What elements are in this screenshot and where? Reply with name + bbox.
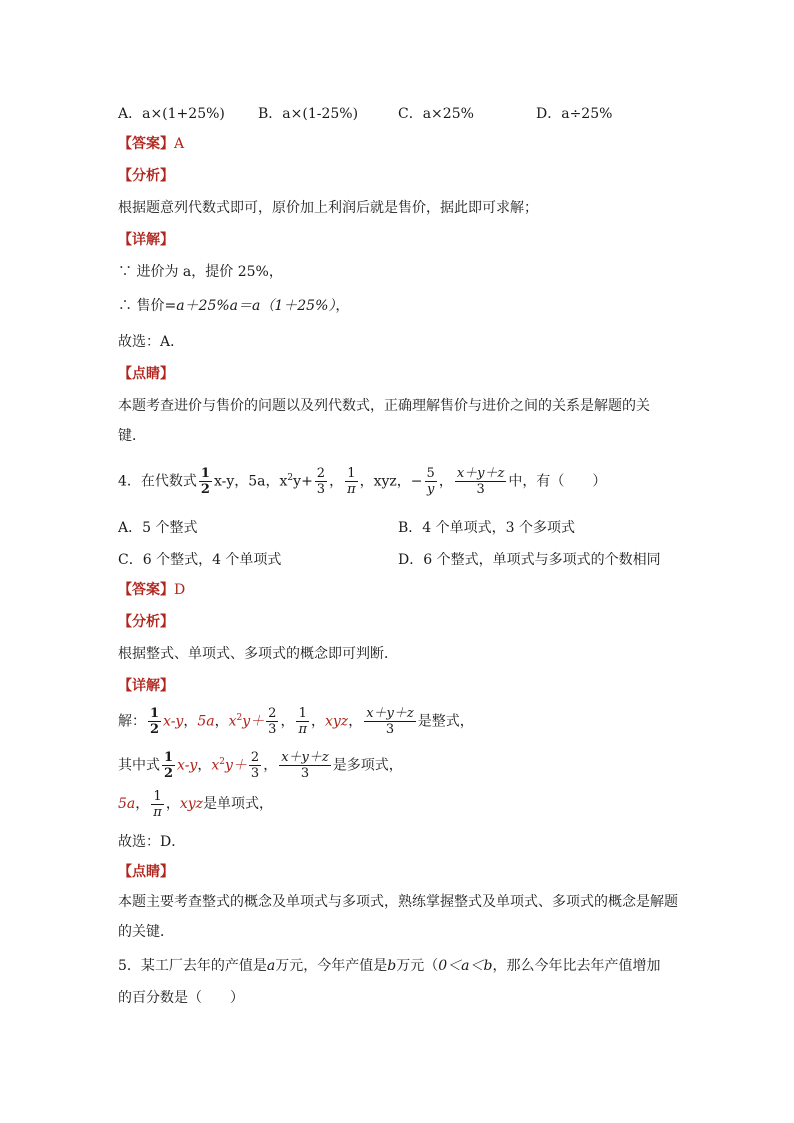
y-denominator: y [427,482,435,498]
q4-analysis-heading: 【分析】 [118,614,174,630]
exponent: 2 [219,757,225,767]
term-xyz: xyz [179,796,203,812]
solution-end: 是单项式， [203,796,273,812]
two-numerator: 2 [316,466,326,482]
exponent: 2 [287,473,294,483]
stem-part: ，那么今年比去年产值增加 [492,958,661,974]
two-numerator: 2 [250,750,260,766]
q4-comment-line1: 本题主要考查整式的概念及单项式与多项式，熟练掌握整式及单项式、多项式的概念是解题 [118,894,678,910]
fraction-sum-over-three [455,466,507,497]
q5-stem-line1 [118,956,660,976]
half-numerator: 1 [164,750,174,766]
answer-heading: 【答案】 [118,136,174,152]
q4-answer [118,580,185,600]
q4-comment-line2: 的关键． [118,924,174,940]
two-numerator: 2 [268,706,277,722]
term-x: x [211,757,220,774]
comma: ， [183,713,198,730]
comma: ， [348,713,363,730]
comma: ， [311,713,325,730]
q4-comment-heading: 【点睛】 [118,864,174,880]
therefore-suffix: ， [335,298,350,314]
q3-therefore [118,296,349,316]
stem-y: y+ [293,473,313,490]
fraction-one-over-pi [296,706,309,737]
fraction-two-thirds [315,466,327,497]
half-denominator: 2 [150,722,160,738]
q3-comment-line1: 本题考查进价与售价的问题以及列代数式，正确理解售价与进价之间的关系是解题的关 [118,398,650,414]
three-denominator: 3 [250,766,260,782]
comma: ， [135,796,150,812]
q3-detail-heading: 【详解】 [118,232,174,248]
q3-comment-line2: 键． [118,428,146,444]
stem-xy: x-y，5a，x [213,473,288,490]
fraction-five-over-y [425,466,437,497]
term-5a: 5a [118,796,136,812]
solution-end: 是多项式， [332,757,403,774]
q4-option-d: D．6 个整式，单项式与多项式的个数相同 [398,552,661,568]
option-a: A．a×(1+25%) [118,106,225,122]
q4-solution-line2 [118,744,403,784]
q4-option-c: C．6 个整式，4 个单项式 [118,552,282,568]
comma: ， [329,473,344,490]
q4-stem [118,460,606,500]
term-5a: 5a [197,713,215,730]
comma: ， [280,713,295,730]
fraction-one-over-pi [345,466,358,497]
q3-comment-heading: 【点睛】 [118,366,174,382]
answer-heading: 【答案】 [118,582,174,598]
term-xyz: xyz [325,713,349,730]
variable-a: a [266,958,276,974]
stem-part: 5．某工厂去年的产值是 [118,958,267,974]
fraction-half [162,750,175,781]
comma: ， [214,713,229,730]
sum-numerator: x＋y＋z [456,466,505,482]
three-denominator: 3 [268,722,277,738]
half-denominator: 2 [200,482,210,498]
q4-detail-heading: 【详解】 [118,678,174,694]
q4-solution-line3 [118,786,273,822]
sum-numerator: x＋y＋z [366,706,414,722]
q4-analysis-text: 根据整式、单项式、多项式的概念即可判断． [118,646,398,662]
fraction-sum-over-three [364,706,416,737]
q3-analysis-text: 根据题意列代数式即可，原价加上利润后就是售价，据此即可求解； [118,200,538,216]
one-numerator: 1 [296,706,309,722]
fraction-two-thirds [266,706,278,737]
variable-b: b [387,958,397,974]
comma: ， [438,473,453,490]
sum-denominator: 3 [300,766,310,782]
pi-denominator: π [347,482,356,498]
sum-denominator: 3 [385,722,395,738]
three-denominator: 3 [316,482,326,498]
half-denominator: 2 [164,766,174,782]
stem-end: 中，有（ ） [508,473,607,490]
sum-numerator: x＋y＋z [281,750,329,766]
therefore-prefix: ∴ 售价= [118,298,177,314]
stem-xyz: ，xyz，− [359,473,423,490]
q4-solution-line1 [118,700,474,740]
solution-end: 是整式， [417,713,474,730]
term-y: y＋ [224,757,247,774]
stem-part: 万元，今年产值是 [275,958,388,974]
inequality: 0＜a＜b [438,958,493,974]
q3-analysis-heading: 【分析】 [118,168,174,184]
q4-option-b: B．4 个单项式，3 个多项式 [398,520,576,536]
fraction-two-thirds [249,750,261,781]
q4-choose: 故选：D． [118,834,186,850]
exponent: 2 [236,713,243,723]
one-numerator: 1 [345,466,358,482]
therefore-expression: a＋25%a＝a（1＋25%） [176,298,336,314]
half-numerator: 1 [150,706,160,722]
solution-prefix: 其中式 [118,757,160,774]
fraction-half [148,706,161,737]
q3-because: ∵ 进价为 a，提价 25%， [118,264,283,280]
half-numerator: 1 [200,466,210,482]
comma: ， [263,757,278,774]
q4-option-a: A．5 个整式 [118,520,198,536]
term-xy: x-y [163,713,184,730]
option-c: C．a×25% [398,106,474,122]
sum-denominator: 3 [476,482,485,498]
term-xy: x-y [177,757,198,774]
one-numerator: 1 [151,789,164,805]
fraction-sum-over-three [279,750,331,781]
option-d: D．a÷25% [536,106,613,122]
option-b: B．a×(1-25%) [258,106,359,122]
q5-stem-line2: 的百分数是（ ） [118,990,244,1006]
term-x: x [228,713,237,730]
fraction-half [199,466,212,497]
fraction-one-over-pi [151,789,164,820]
solution-prefix: 解： [118,713,146,730]
term-y: y＋ [242,713,265,730]
q3-choose: 故选：A． [118,334,185,350]
stem-part: 万元（ [396,958,439,974]
answer-value: D [174,582,186,598]
stem-prefix: 4．在代数式 [118,473,197,490]
five-numerator: 5 [426,466,435,482]
pi-denominator: π [298,722,307,738]
pi-denominator: π [153,804,162,820]
q3-answer [118,134,184,154]
comma: ， [197,757,212,774]
comma: ， [165,796,180,812]
answer-value: A [174,136,185,152]
